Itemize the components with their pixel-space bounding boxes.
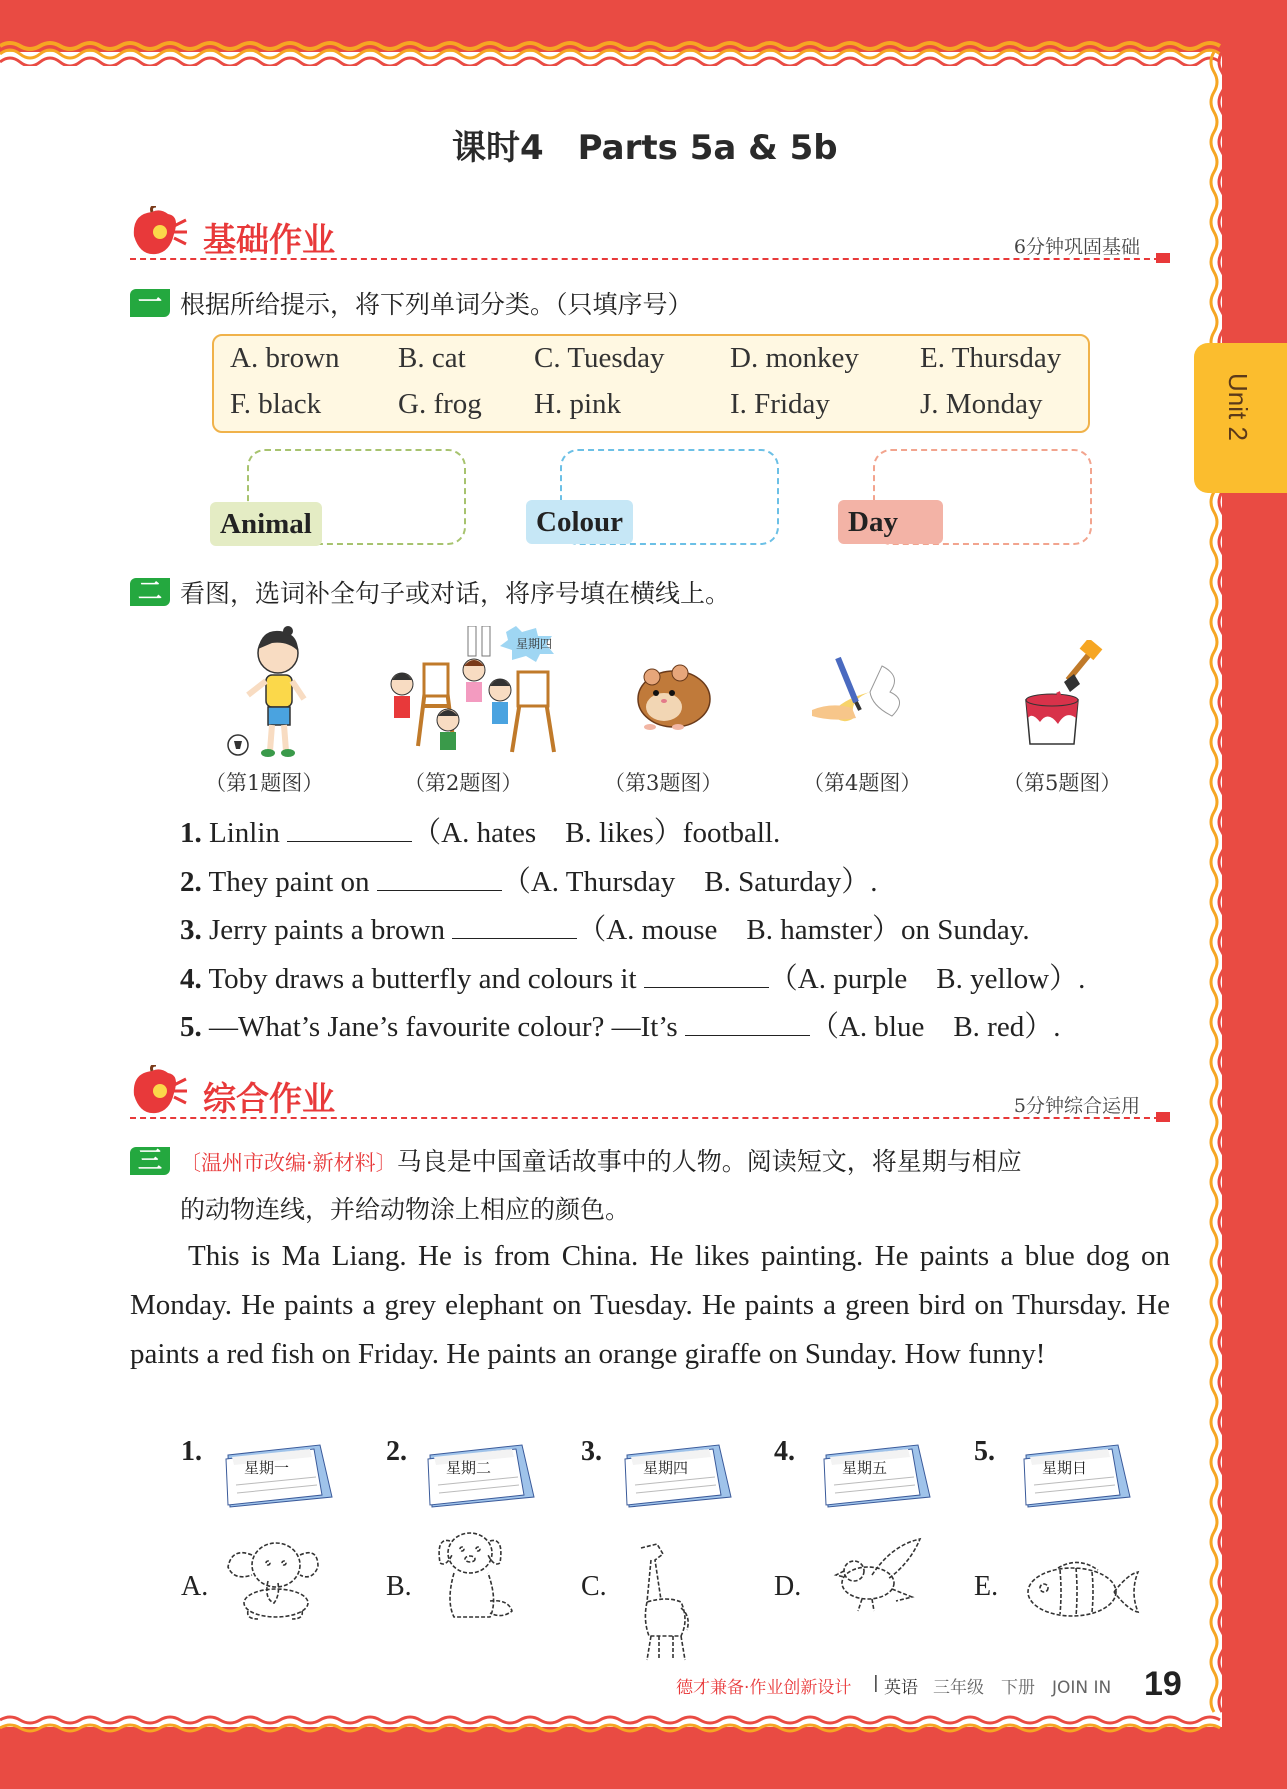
source-tag: 〔温州市改编·新材料〕: [180, 1151, 397, 1175]
coloring-butterfly-picture: [812, 656, 922, 736]
sentence-text: Jerry paints a brown: [201, 914, 453, 946]
calendar-number: 5.: [974, 1436, 995, 1467]
apple-icon: [130, 206, 188, 258]
fish-icon[interactable]: [1018, 1558, 1140, 1624]
sentence-text: Toby draws a butterfly and colours it: [201, 963, 644, 995]
desk-calendar-2[interactable]: [424, 1443, 538, 1509]
question-badge-2: 二: [130, 578, 170, 606]
category-label-colour: Colour: [526, 500, 633, 544]
footer-brand: 德才兼备·作业创新设计: [676, 1678, 852, 1698]
dog-icon[interactable]: [428, 1521, 518, 1621]
section-divider: [130, 1117, 1160, 1119]
unit-tab-label: Unit 2: [1223, 373, 1253, 441]
desk-calendar-5[interactable]: [1020, 1443, 1134, 1509]
picture-caption-2: （第2题图）: [404, 771, 523, 795]
word-item: F. black: [230, 388, 322, 420]
desk-calendar-1[interactable]: [222, 1443, 336, 1509]
calendar-number: 4.: [774, 1436, 795, 1467]
picture-caption-4: （第4题图）: [803, 771, 922, 795]
footer-subject: 英语: [884, 1678, 918, 1698]
section-comprehensive-subtitle: 5分钟综合运用: [1013, 1095, 1140, 1117]
sentence-number: 3.: [180, 914, 202, 946]
top-wave-border-front: [0, 40, 1236, 66]
word-item: B. cat: [398, 342, 466, 374]
bottom-wave-border: [0, 1712, 1236, 1738]
calendar-day: 星期四: [643, 1459, 689, 1477]
word-item: C. Tuesday: [534, 342, 665, 374]
word-item: I. Friday: [730, 388, 830, 420]
category-label-animal: Animal: [210, 502, 322, 546]
reading-passage: [130, 1232, 1170, 1379]
sentence-number: 2.: [180, 866, 202, 898]
word-item: E. Thursday: [920, 342, 1062, 374]
word-item: D. monkey: [730, 342, 859, 374]
painting-class-picture: [388, 626, 578, 756]
picture-caption-3: （第3题图）: [604, 771, 723, 795]
sentence-options: （A. blue B. red）.: [809, 1011, 1061, 1043]
section-divider: [130, 258, 1160, 260]
bird-icon[interactable]: [832, 1535, 922, 1617]
sentence-options: （A. purple B. yellow）.: [768, 963, 1086, 995]
right-wave-border: [1208, 52, 1234, 1727]
sentence-text: —What’s Jane’s favourite colour? —It’s: [201, 1011, 685, 1043]
unit-tab: [1194, 343, 1287, 493]
question-1-instruction: 根据所给提示，将下列单词分类。（只填序号）: [180, 290, 693, 319]
sentence-options: （A. hates B. likes）football.: [412, 817, 781, 849]
section-basic-subtitle: 6分钟巩固基础: [1013, 236, 1140, 258]
calendar-number: 2.: [386, 1436, 407, 1467]
answer-blank[interactable]: [377, 868, 502, 891]
animal-letter: E.: [974, 1571, 999, 1602]
picture-caption-5: （第5题图）: [1003, 771, 1122, 795]
question-3-instruction: [180, 1142, 1022, 1178]
lesson-title: 课时4 Parts 5a & 5b: [452, 128, 838, 168]
sentence-2: [180, 859, 877, 900]
calendar-day: 星期日: [1042, 1459, 1088, 1477]
sentence-5: [180, 1004, 1060, 1045]
calendar-number: 1.: [181, 1436, 202, 1467]
animal-letter: B.: [386, 1571, 412, 1602]
picture-badge-text: 星期四: [516, 637, 553, 651]
desk-calendar-3[interactable]: [621, 1443, 735, 1509]
section-basic-header: [130, 206, 1170, 266]
question-2-instruction: 看图，选词补全句子或对话，将序号填在横线上。: [180, 579, 731, 608]
animal-letter: C.: [581, 1571, 607, 1602]
desk-calendar-4[interactable]: [820, 1443, 934, 1509]
question-badge-1: 一: [130, 289, 170, 317]
animal-letter: A.: [181, 1571, 209, 1602]
answer-blank[interactable]: [685, 1013, 810, 1036]
sentence-options: （A. Thursday B. Saturday）.: [501, 866, 878, 898]
section-divider-end: [1156, 253, 1170, 263]
paint-bucket-picture: [1018, 640, 1104, 750]
calendar-day: 星期一: [244, 1459, 290, 1477]
animal-letter: D.: [774, 1571, 802, 1602]
section-divider-end: [1156, 1112, 1170, 1122]
elephant-icon[interactable]: [218, 1525, 322, 1621]
word-item: G. frog: [398, 388, 482, 420]
word-item: A. brown: [230, 342, 340, 374]
footer-separator: |: [873, 1673, 879, 1693]
passage-text: This is Ma Liang. He is from China. He likes painting. He paints a blue dog on Monday. He paints a grey elephant on Tuesday. He paints a green bird on Thursday. He paints a red fish on Friday. He paints an orange giraffe on Sunday. How funny!: [130, 1240, 1170, 1370]
footer-grade: 三年级 下册 JOIN IN: [933, 1678, 1112, 1698]
calendar-number: 3.: [581, 1436, 602, 1467]
sentence-1: [180, 810, 780, 851]
sentence-number: 1.: [180, 817, 202, 849]
sentence-text: They paint on: [201, 866, 377, 898]
question-3-instruction-cont: 的动物连线，并给动物涂上相应的颜色。: [180, 1195, 631, 1224]
apple-icon: [130, 1065, 188, 1117]
section-basic-title: 基础作业: [203, 220, 335, 259]
word-bank: [212, 334, 1090, 433]
girl-football-picture: [222, 625, 322, 759]
category-label-day: Day: [838, 500, 943, 544]
sentence-number: 5.: [180, 1011, 202, 1043]
sentence-number: 4.: [180, 963, 202, 995]
sentence-options: （A. mouse B. hamster）on Sunday.: [577, 914, 1030, 946]
picture-caption-1: （第1题图）: [205, 771, 324, 795]
calendar-day: 星期五: [842, 1459, 888, 1477]
word-item: H. pink: [534, 388, 621, 420]
word-item: J. Monday: [920, 388, 1043, 420]
giraffe-icon[interactable]: [637, 1540, 693, 1662]
page-number: 19: [1144, 1665, 1182, 1703]
section-comprehensive-header: [130, 1065, 1170, 1125]
sentence-3: [180, 907, 1030, 948]
section-comprehensive-title: 综合作业: [203, 1079, 335, 1118]
question-badge-3: 三: [130, 1147, 170, 1175]
hamster-picture: [630, 655, 716, 735]
sentence-text: Linlin: [201, 817, 288, 849]
answer-blank[interactable]: [644, 965, 769, 988]
calendar-day: 星期二: [446, 1459, 492, 1477]
sentence-4: [180, 956, 1085, 997]
answer-blank[interactable]: [287, 819, 412, 842]
answer-blank[interactable]: [452, 916, 577, 939]
instruction-line-1: 马良是中国童话故事中的人物。阅读短文，将星期与相应: [396, 1147, 1022, 1176]
